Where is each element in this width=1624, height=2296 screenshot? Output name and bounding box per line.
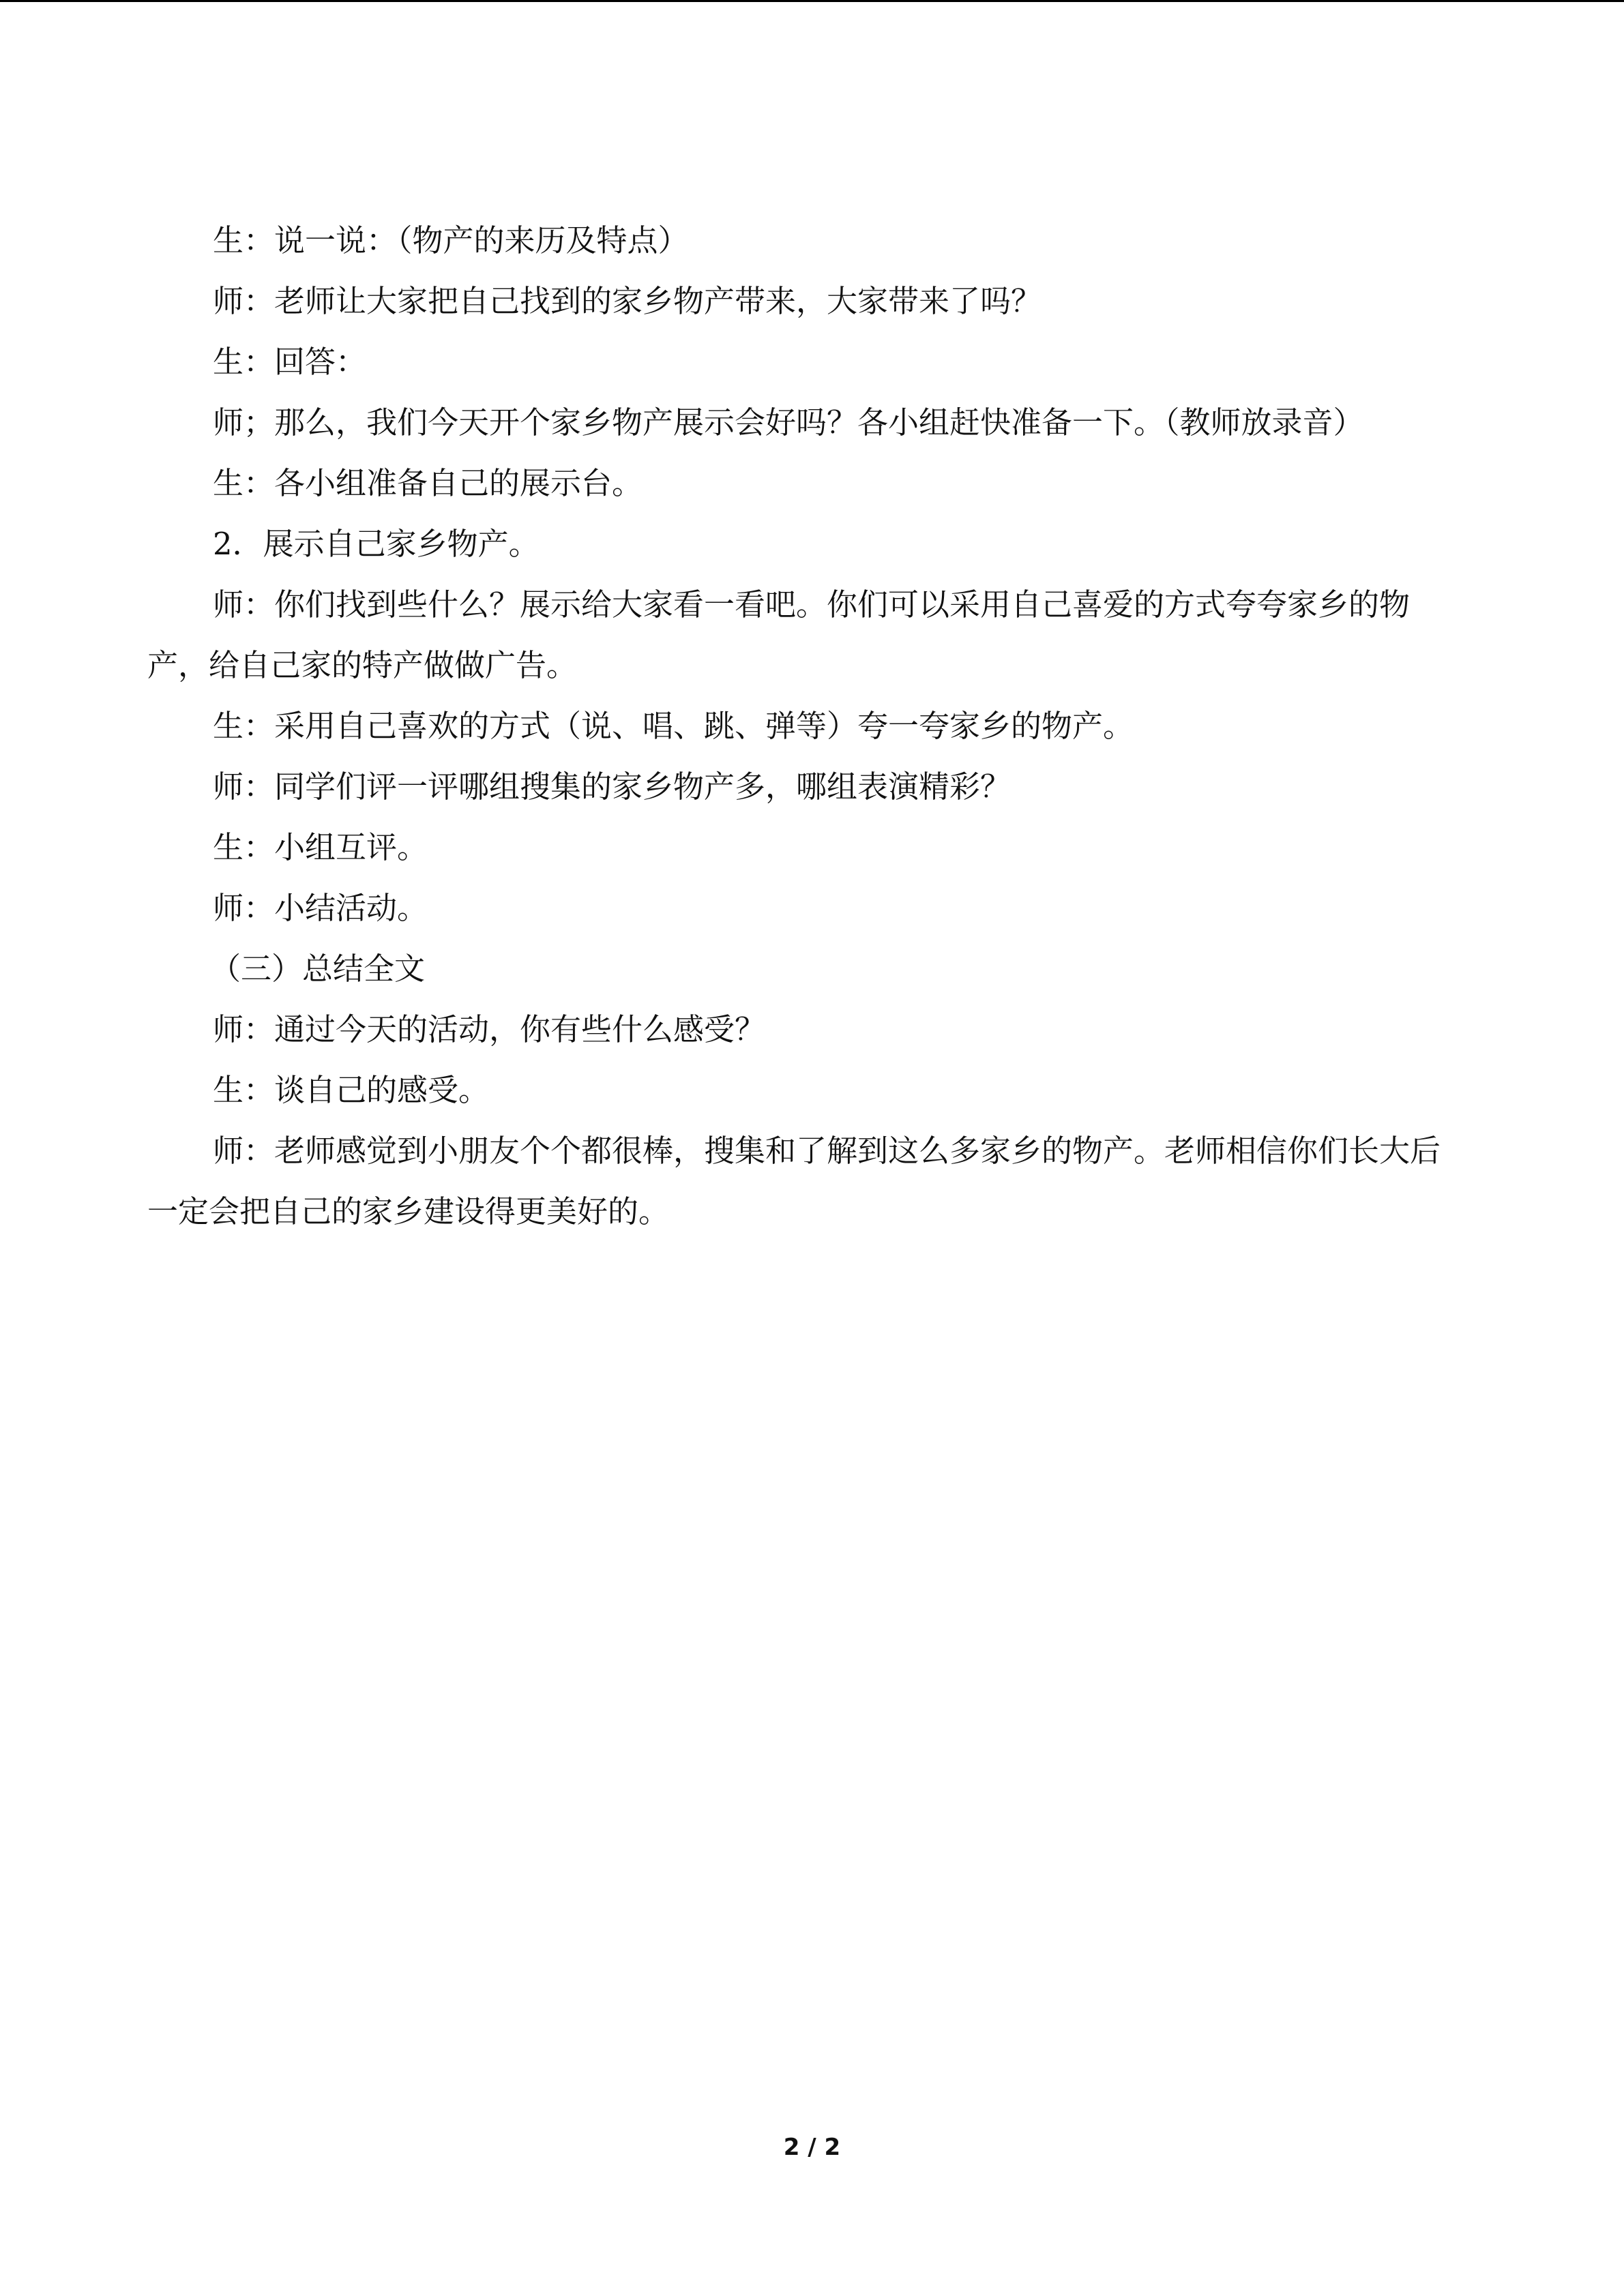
paragraph-student-peer-review: 生：小组互评。 [213, 829, 428, 865]
page-number: 2 / 2 [783, 2134, 841, 2161]
paragraph-teacher-feelings: 师：通过今天的活动，你有些什么感受？ [213, 1011, 766, 1047]
paragraph-step-2-heading: 2．展示自己家乡物产。 [213, 526, 540, 562]
paragraph-teacher-evaluate: 师：同学们评一评哪组搜集的家乡物产多，哪组表演精彩？ [213, 769, 1012, 805]
paragraph-teacher-exhibition: 师；那么，我们今天开个家乡物产展示会好吗？各小组赶快准备一下。（教师放录音） [213, 404, 1364, 441]
paragraph-student-prepare: 生：各小组准备自己的展示台。 [213, 465, 643, 501]
paragraph-teacher-ask-bring: 师：老师让大家把自己找到的家乡物产带来，大家带来了吗？ [213, 283, 1042, 319]
paragraph-teacher-closing: 师：老师感觉到小朋友个个都很棒，搜集和了解到这么多家乡的物产。老师相信你们长大后一定会把自己的家乡建设得更美好的。 [147, 1133, 1441, 1229]
paragraph-teacher-show: 师：你们找到些什么？展示给大家看一看吧。你们可以采用自己喜爱的方式夸夸家乡的物产，给自己家的特产做做广告。 [147, 586, 1411, 683]
paragraph-student-feelings: 生：谈自己的感受。 [213, 1072, 490, 1108]
paragraph-student-answer: 生：回答： [213, 344, 367, 380]
paragraph-teacher-summary: 师：小结活动。 [213, 890, 428, 926]
paragraph-student-discuss: 生：说一说：（物产的来历及特点） [213, 222, 689, 258]
section-heading-conclusion: （三）总结全文 [210, 951, 426, 987]
document-body [147, 210, 1464, 1242]
paragraph-student-praise: 生：采用自己喜欢的方式（说、唱、跳、弹等）夸一夸家乡的物产。 [213, 708, 1134, 744]
